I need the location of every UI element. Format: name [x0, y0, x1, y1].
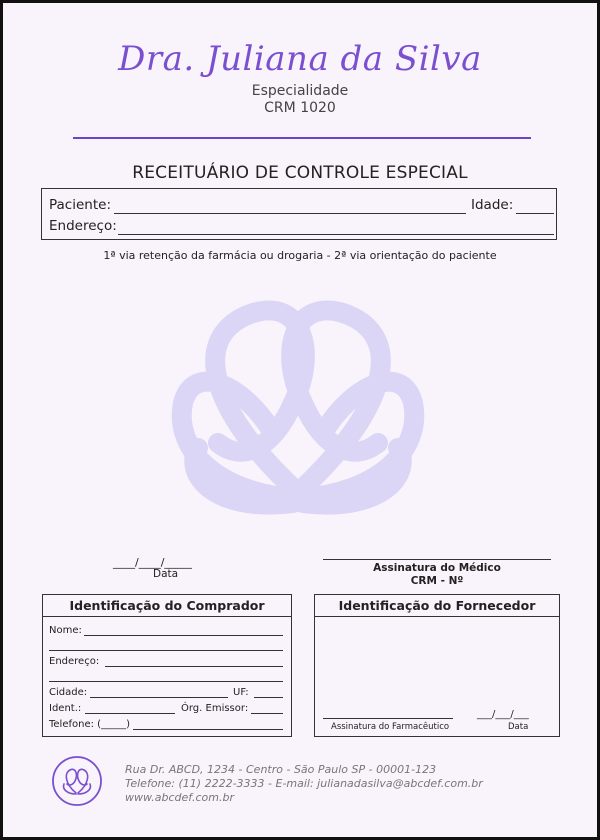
patient-label: Paciente: [49, 197, 111, 213]
address-field[interactable] [118, 234, 554, 235]
doctor-crm: CRM 1020 [264, 100, 336, 116]
buyer-title-divider [43, 616, 291, 617]
buyer-uf-field[interactable] [254, 697, 283, 698]
buyer-ident-field[interactable] [85, 713, 175, 714]
buyer-name-field-2[interactable] [49, 650, 283, 651]
buyer-phone-field[interactable] [133, 729, 283, 730]
buyer-issuer-field[interactable] [251, 713, 283, 714]
buyer-address-field-2[interactable] [49, 681, 283, 682]
doctor-name: Dra. Juliana da Silva [118, 39, 482, 79]
buyer-address-field[interactable] [105, 666, 283, 667]
form-title: RECEITUÁRIO DE CONTROLE ESPECIAL [132, 163, 468, 183]
footer-contact: Telefone: (11) 2222-3333 - E-mail: julianadasilva@abcdef.com.br [125, 777, 483, 790]
supplier-title: Identificação do Fornecedor [338, 598, 536, 613]
buyer-city-label: Cidade: [49, 687, 88, 698]
buyer-issuer-label: Órg. Emissor: [181, 703, 249, 714]
supplier-title-divider [315, 616, 559, 617]
pharmacist-signature-label: Assinatura do Farmacêutico [331, 722, 450, 732]
buyer-city-field[interactable] [90, 697, 228, 698]
butterfly-watermark-icon [143, 273, 453, 583]
header-divider [73, 137, 531, 139]
patient-field[interactable] [114, 213, 466, 214]
doctor-signature-label: Assinatura do Médico [373, 562, 501, 574]
date-field[interactable]: ____/____/_____ [113, 556, 192, 569]
crm-number-label: CRM - Nº [410, 575, 464, 587]
buyer-uf-label: UF: [233, 687, 249, 698]
doctor-specialty: Especialidade [251, 83, 349, 99]
patient-box [41, 188, 557, 240]
footer-address: Rua Dr. ABCD, 1234 - Centro - São Paulo SP - 00001-123 [125, 763, 437, 776]
buyer-title: Identificação do Comprador [69, 598, 265, 613]
pharmacist-signature-line[interactable] [323, 718, 453, 719]
buyer-address-label: Endereço: [49, 656, 100, 667]
footer-website[interactable]: www.abcdef.com.br [125, 791, 234, 804]
supplier-date-label: Data [508, 722, 529, 732]
age-label: Idade: [471, 197, 514, 213]
buyer-name-label: Nome: [49, 625, 82, 636]
supplier-box [314, 594, 560, 737]
doctor-signature-line[interactable] [323, 559, 551, 560]
age-field[interactable] [516, 213, 554, 214]
buyer-ident-label: Ident.: [49, 703, 82, 714]
date-label: Data [153, 568, 179, 580]
via-note: 1ª via retenção da farmácia ou drogaria - 2ª via orientação do paciente [103, 249, 497, 262]
buyer-phone-label: Telefone: (_____) [49, 719, 130, 730]
buyer-name-field[interactable] [84, 635, 283, 636]
buyer-box [42, 594, 292, 737]
address-label: Endereço: [49, 218, 117, 234]
supplier-date-field[interactable]: ___/___/___ [477, 709, 529, 720]
butterfly-logo-icon [51, 755, 103, 807]
